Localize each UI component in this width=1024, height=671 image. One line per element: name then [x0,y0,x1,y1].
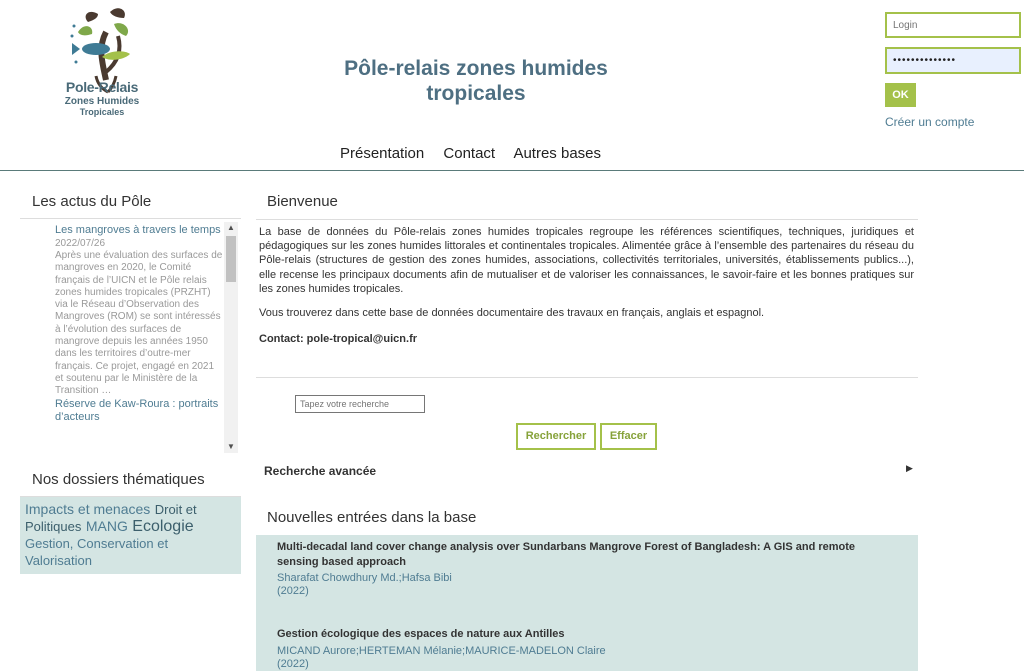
clear-button[interactable]: Effacer [600,423,657,450]
search-button[interactable]: Rechercher [516,423,596,450]
news-heading: Les actus du Pôle [32,193,152,210]
tag-cloud [20,497,241,574]
dossiers-heading: Nos dossiers thématiques [32,471,205,488]
tag-impacts[interactable]: Impacts et menaces [25,501,151,517]
scroll-thumb[interactable] [226,236,236,282]
caret-right-icon[interactable]: ▶ [906,463,913,473]
password-input[interactable] [885,47,1021,74]
welcome-contact: Contact: pole-tropical@uicn.fr [259,333,418,345]
logo-line-3: Tropicales [79,107,125,117]
tag-ecologie[interactable]: Ecologie [132,518,194,535]
logo-line-2: Zones Humides [64,96,140,107]
create-account-link[interactable]: Créer un compte [885,115,975,129]
new-entries-list [256,535,918,671]
tag-droit[interactable]: Droit et [154,502,197,517]
login-input[interactable] [885,12,1021,38]
divider [256,377,918,378]
news-item-title[interactable]: Les mangroves à travers le temps [55,224,221,236]
news-item-title[interactable]: Réserve de Kaw-Roura : portraits d’acteurs [55,397,219,423]
news-item-date: 2022/07/26 [55,238,106,249]
main-nav [340,145,616,162]
welcome-heading: Bienvenue [267,193,338,210]
logo-line-1: Pole-Relais [65,79,139,95]
welcome-languages: Vous trouverez dans cette base de données documentaire des travaux en français, anglais et espagnol. [259,307,765,319]
entry-title[interactable]: Gestion écologique des espaces de nature aux Antilles [277,628,565,640]
divider [256,219,918,220]
news-item-text: Après une évaluation des surfaces de mangroves en 2020, le Comité français de l’UICN et le Pôle relais zones humides tropicales (PRZHT) via le Réseau d’Observation des Mangroves (ROM) se sont intéressés à l’évolution des surfaces de mangrove depuis les années 1950 dans les territoires d’outre-mer français. Ce projet, engagé en 2021 et soutenu par le Ministère de la Transition … [55,250,223,397]
entry-title[interactable]: Multi-decadal land cover change analysis over Sundarbans Mangrove Forest of Bangladesh: A GIS and remote sensing based approach [277,541,856,568]
list-item[interactable] [277,627,897,670]
nav-item-autres-bases[interactable]: Autres bases [513,145,601,162]
scroll-down-arrow-icon[interactable]: ▼ [227,442,235,451]
advanced-search-toggle[interactable]: Recherche avancée [264,464,377,478]
ok-button[interactable]: OK [885,83,916,107]
new-entries-heading: Nouvelles entrées dans la base [267,509,477,526]
divider [20,218,241,219]
entry-authors[interactable]: Sharafat Chowdhury Md.;Hafsa Bibi [277,572,452,584]
tag-mang[interactable]: MANG [85,518,128,534]
search-input[interactable] [295,395,425,413]
news-scrollbar[interactable] [224,222,238,453]
tag-politiques[interactable]: Politiques [25,519,82,534]
entry-authors[interactable]: MICAND Aurore;HERTEMAN Mélanie;MAURICE-MADELON Claire [277,644,606,657]
tag-gestion[interactable]: Gestion, Conservation et Valorisation [25,536,169,568]
list-item[interactable] [277,540,897,597]
site-header [0,0,1024,171]
entry-year: (2022) [277,657,309,670]
news-list[interactable] [20,222,241,454]
entry-year: (2022) [277,585,309,597]
nav-item-presentation[interactable]: Présentation [340,145,425,162]
scroll-up-arrow-icon[interactable]: ▲ [227,223,235,232]
nav-item-contact[interactable]: Contact [443,145,496,162]
site-title: Pôle-relais zones humides tropicales [344,57,608,105]
welcome-intro: La base de données du Pôle-relais zones humides tropicales regroupe les références scientifiques, techniques, juridiques et pédagogiques sur les zones humides littorales et continentales tropicales. Alimentée grâce à l’ensemble des partenaires du réseau du Pôle-relais (structures de gestion des zones humides, associations, collectivités territoriales, universités, établissements publics...), elle recense les principaux documents afin de mutualiser et de valoriser les connaissances, le savoir-faire et les bonnes pratiques sur les zones humides tropicales. [259,226,914,295]
logo-text [52,79,152,117]
